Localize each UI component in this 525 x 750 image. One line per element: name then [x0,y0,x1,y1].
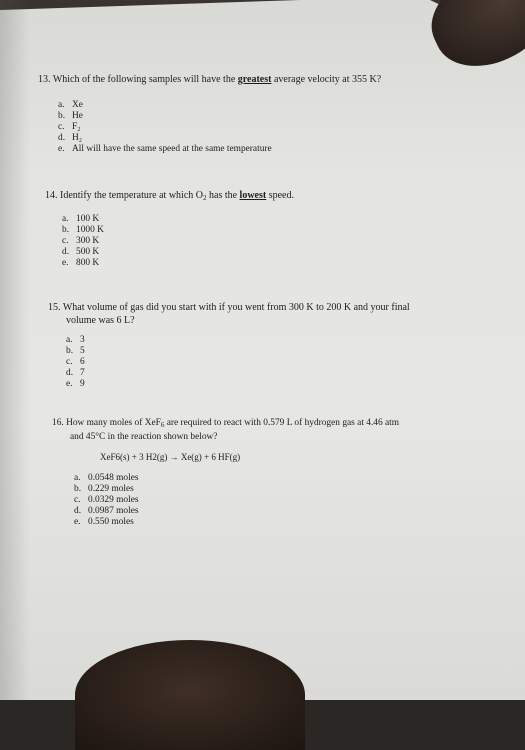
answer-option [66,357,166,368]
option-text: 0.0329 moles [88,495,139,505]
question-14 [45,189,465,205]
answer-option [58,100,458,111]
option-text: 0.550 moles [88,517,134,527]
option-text: H₂ [72,133,83,143]
answer-option [74,495,274,506]
option-text: 0.0548 moles [88,473,139,483]
option-text: 7 [80,368,85,378]
option-letter: d. [74,506,82,516]
question-15-stem-line-1: 15. What volume of gas did you start with if you went from 300 K to 200 K and your final [48,302,410,313]
question-13-stem: 13. Which of the following samples will have the greatest average velocity at 355 K? [38,74,382,85]
option-text: 300 K [76,236,100,246]
option-letter: e. [66,379,73,389]
option-letter: e. [74,517,81,527]
answer-option [66,368,166,379]
option-text: 5 [80,346,85,356]
option-text: 9 [80,379,85,389]
option-letter: b. [74,484,82,494]
answer-option [74,517,274,528]
question-14-stem: 14. Identify the temperature at which $O_2$ has the lowest speed. [45,190,294,202]
option-text: All will have the same speed at the same temperature [72,144,272,154]
answer-option [66,346,166,357]
option-text: Xe [72,100,83,110]
option-text: 0.0987 moles [88,506,139,516]
option-letter: a. [66,335,73,345]
hand-photo [75,640,305,750]
option-letter: a. [74,473,81,483]
answer-option [58,133,458,144]
option-letter: d. [66,368,74,378]
answer-option [74,506,274,517]
answer-option [58,111,458,122]
option-text: 100 K [76,214,100,224]
option-letter: c. [74,495,81,505]
answer-option [62,214,262,225]
question-15-stem-line-2: volume was 6 L? [66,315,135,326]
option-text: He [72,111,83,121]
answer-option [58,122,458,133]
option-letter: c. [62,236,69,246]
answer-option [58,144,458,155]
answer-option [74,484,274,495]
option-text: 3 [80,335,85,345]
option-letter: b. [66,346,74,356]
option-letter: e. [58,144,65,154]
option-letter: b. [58,111,66,121]
question-15-options [66,335,166,390]
answer-option [66,335,166,346]
question-13 [38,73,488,86]
question-13-options [58,100,458,155]
option-text: 0.229 moles [88,484,134,494]
option-text: 1000 K [76,225,104,235]
question-16-stem-line-1: 16. How many moles of XeF$_6$ are required to react with 0.579 L of hydrogen gas at 4.46 atm [52,418,400,429]
option-letter: b. [62,225,70,235]
answer-option [62,247,262,258]
answer-option [74,473,274,484]
question-14-options [62,214,262,269]
question-15 [48,301,488,327]
answer-option [62,236,262,247]
option-letter: c. [58,122,65,132]
question-16 [52,417,492,443]
question-16-options [74,473,274,528]
answer-option [66,379,166,390]
option-text: 6 [80,357,85,367]
option-letter: a. [62,214,69,224]
option-letter: c. [66,357,73,367]
option-letter: d. [62,247,70,257]
answer-option [62,258,262,269]
option-text: 800 K [76,258,100,268]
option-letter: e. [62,258,69,268]
question-16-stem-line-2: and 45°C in the reaction shown below? [70,432,218,442]
option-letter: a. [58,100,65,110]
reaction-equation: XeF6(s) + 3 H2(g) → Xe(g) + 6 HF(g) [100,452,241,462]
option-letter: d. [58,133,66,143]
answer-option [62,225,262,236]
option-text: F₂ [72,122,81,132]
option-text: 500 K [76,247,100,257]
